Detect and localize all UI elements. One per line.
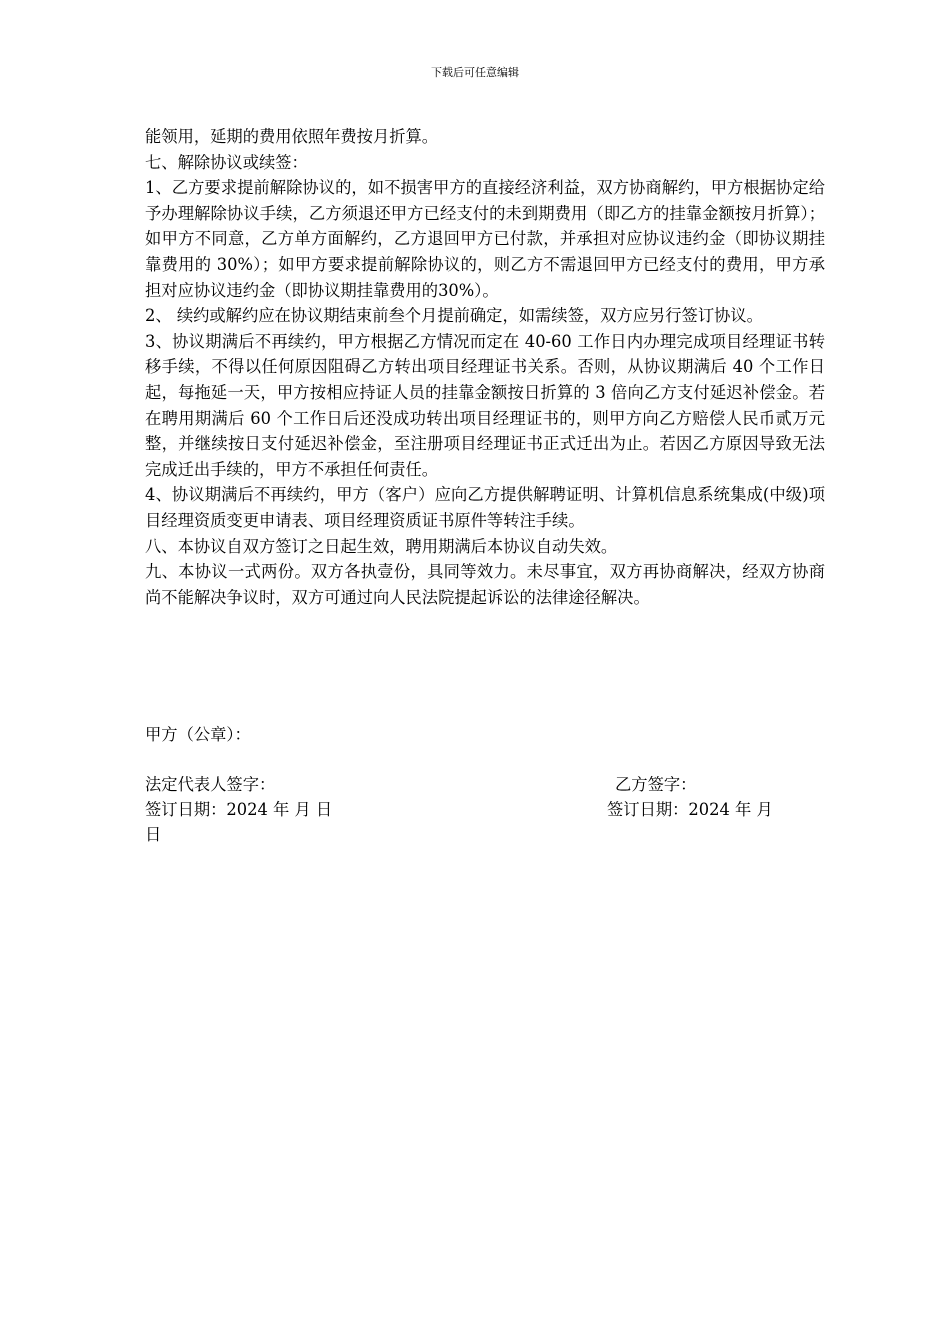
clause-7-2: 2、 续约或解约应在协议期结束前叁个月提前确定，如需续签，双方应另行签订协议。 xyxy=(145,306,763,326)
clause-7-4: 4、协议期满后不再续约，甲方（客户）应向乙方提供解聘证明、计算机信息系统集成(中级)项目经理资质变更申请表、项目经理资质证书原件等转注手续。 xyxy=(145,485,825,530)
page-header: 下载后可任意编辑 xyxy=(431,66,519,79)
section-seven-heading: 七、解除协议或续签： xyxy=(145,152,308,172)
party-a-sign-date: 签订日期：2024 年 月 日 xyxy=(145,800,333,819)
party-b-sign-date: 签订日期：2024 年 月 xyxy=(607,800,773,819)
party-b-sign-date-day: 日 xyxy=(145,825,162,844)
clause-7-1: 1、乙方要求提前解除协议的，如不损害甲方的直接经济利益，双方协商解约，甲方根据协定给予办理解除协议手续，乙方须退还甲方已经支付的未到期费用（即乙方的挂靠金额按月折算）；如甲方不同意，乙方单方面解约，乙方退回甲方已付款，并承担对应协议违约金（即协议期挂靠费用的 30%）；如甲方要求提前解除协议的，则乙方不需退回甲方已经支付的费用，甲方承担对应协议违约金（即协议期挂靠费用的30%）。 xyxy=(145,178,825,300)
clause-7-3: 3、协议期满后不再续约，甲方根据乙方情况而定在 40-60 工作日内办理完成项目经理证书转移手续，不得以任何原因阻碍乙方转出项目经理证书关系。否则，从协议期满后 40 个工作日起，每拖延一天，甲方按相应持证人员的挂靠金额按日折算的 3 倍向乙方支付延迟补偿金。若在聘用期满后 60 个工作日后还没成功转出项目经理证书的，则甲方向乙方赔偿人民币贰万元整，并继续按日支付延迟补偿金，至注册项目经理证书正式迁出为止。若因乙方原因导致无法完成迁出手续的，甲方不承担任何责任。 xyxy=(145,331,825,479)
paragraph-continuation: 能领用，延期的费用依照年费按月折算。 xyxy=(145,127,439,146)
party-a-seal-label: 甲方（公章）： xyxy=(145,725,251,744)
legal-rep-signature-label: 法定代表人签字： xyxy=(145,775,276,794)
agreement-body xyxy=(145,124,825,610)
section-eight: 八、本协议自双方签订之日起生效，聘用期满后本协议自动失效。 xyxy=(145,536,618,556)
section-nine: 九、本协议一式两份。双方各执壹份，具同等效力。未尽事宜，双方再协商解决，经双方协商尚不能解决争议时，双方可通过向人民法院提起诉讼的法律途径解决。 xyxy=(145,562,825,607)
party-b-signature-label: 乙方签字： xyxy=(615,775,697,794)
